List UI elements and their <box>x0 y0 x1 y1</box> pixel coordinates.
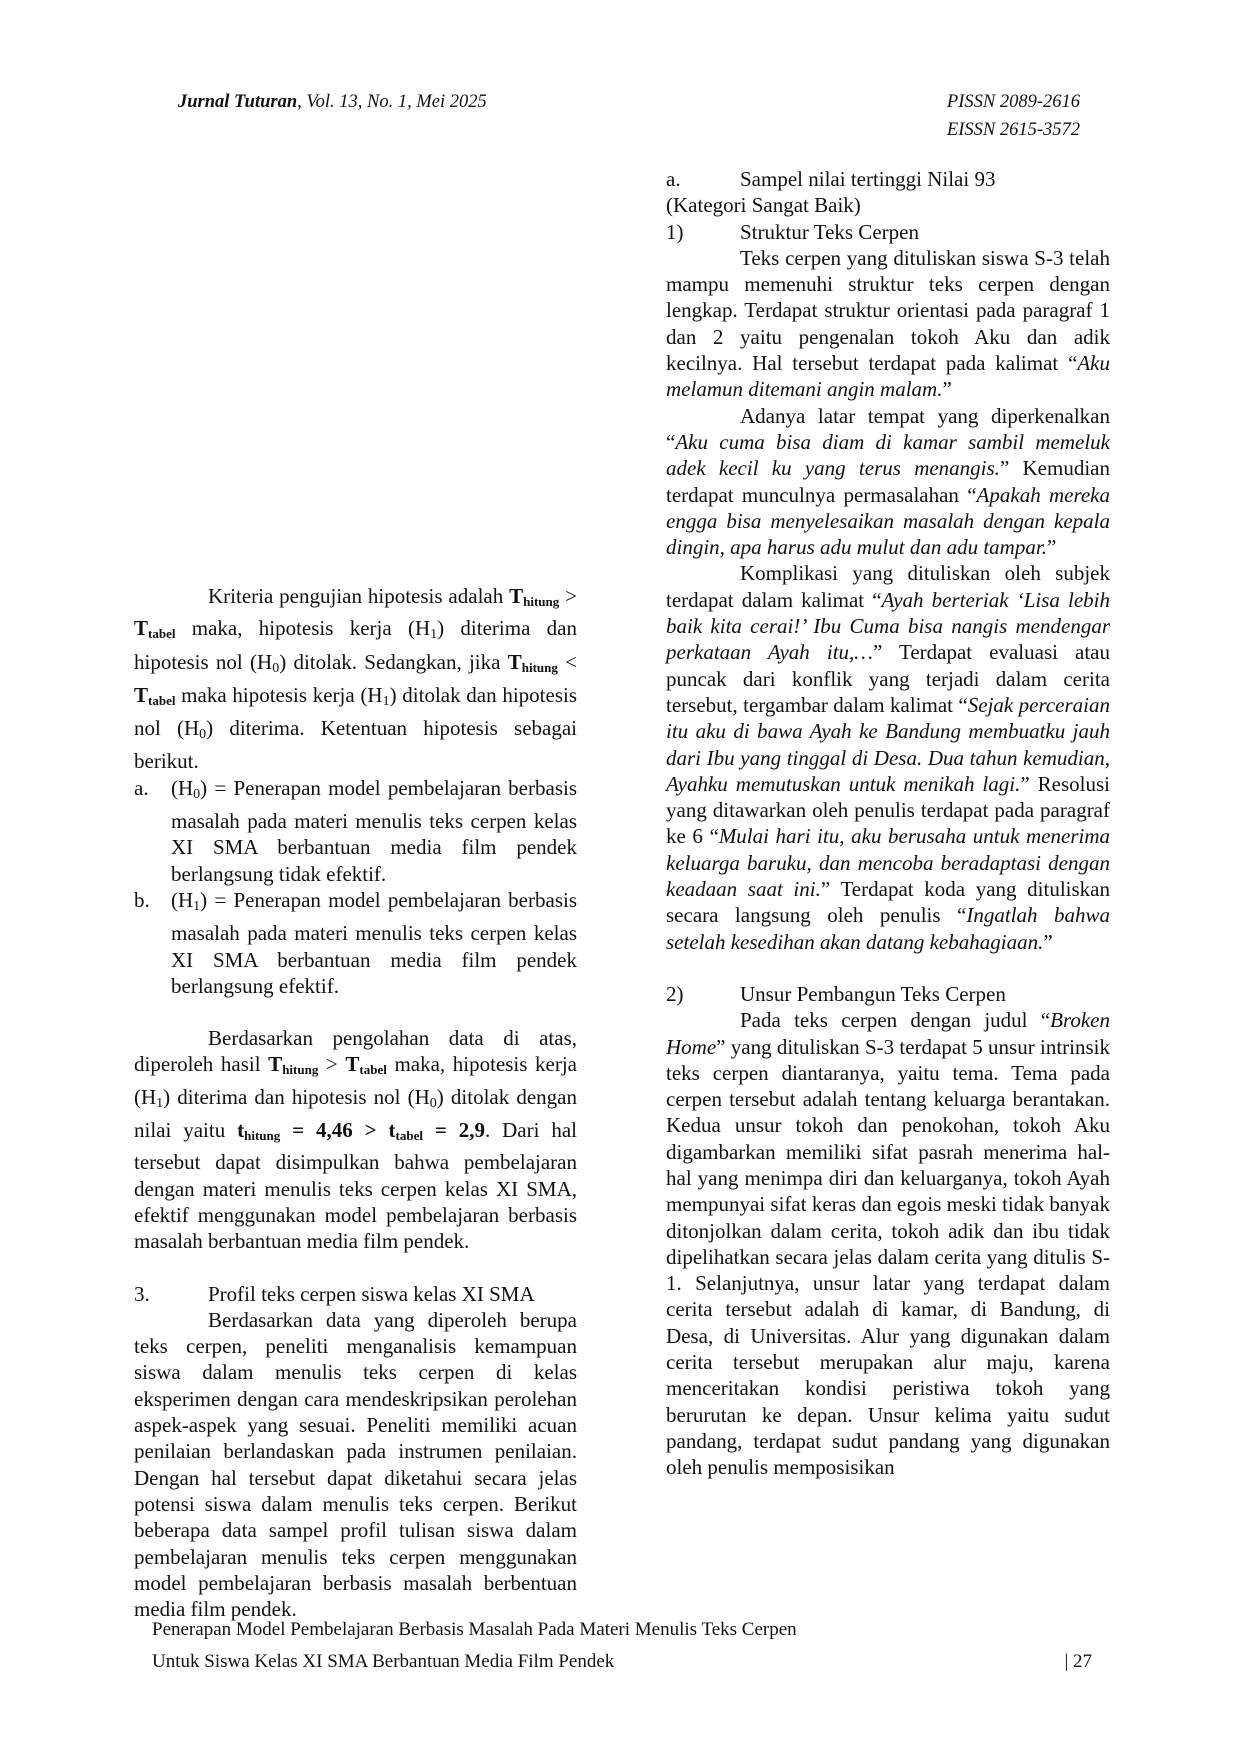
eissn: EISSN 2615-3572 <box>946 120 1080 140</box>
running-header-right <box>947 88 1080 144</box>
journal-issue: , Vol. 13, No. 1, Mei 2025 <box>297 92 487 112</box>
subsection-heading: 2) Unsur Pembangun Teks Cerpen <box>666 981 1006 1006</box>
running-header-left <box>178 88 487 116</box>
elements-paragraph: Pada teks cerpen dengan judul “Broken Home” yang dituliskan S-3 terdapat 5 unsur intrinsik teks cerpen diantaranya, yaitu tema. Tema pada cerpen tersebut adalah tentang keluarga berantakan. Kedua unsur tokoh dan penokohan, tokoh Aku digambarkan memiliki sifat pasrah menerima hal-hal yang menimpa diri dan keluarganya, tokoh Ayah mempunyai sifat keras dan egois meski tidak banyak ditonjolkan dalam cerita, tokoh adik dan ibu tidak dipelihatkan secara jelas dalam cerita yang ditulis S-1. Selanjutnya, unsur latar yang terdapat dalam cerita tersebut adalah di kamar, di Bandung, di Desa, di Universitas. Alur yang digunakan dalam cerita tersebut merupakan alur maju, karena menceritakan kondisi peristiwa tokoh yang berurutan ke depan. Unsur kelima yaitu sudut pandang, terdapat sudut pandang yang digunakan oleh penulis memposisikan <box>666 1008 1110 1480</box>
hypothesis-criteria-paragraph: Kriteria pengujian hipotesis adalah $T_{hitung} > T_{tabel}$ maka, hipotesis kerja (H1) diterima dan hipotesis nol (H0) ditolak. Sedangkan, jika $T_{hitung} < T_{tabel}$ maka hipotesis kerja (H1) ditolak dan hipotesis nol (H0) diterima. Ketentuan hipotesis sebagai berikut. <box>134 584 578 774</box>
complication-paragraph: Komplikasi yang dituliskan oleh subjek terdapat dalam kalimat “Ayah berteriak ‘Lisa lebih baik kita cerai!’ Ibu Cuma bisa nangis mendengar perkataan Ayah itu,…” Terdapat evaluasi atau puncak dari konflik yang terjadi dalam cerita tersebut, tergambar dalam kalimat “Sejak perceraian itu aku di bawa Ayah ke Bandung membuatku jauh dari Ibu yang tinggal di Desa. Dua tahun kemudian, Ayahku memutuskan untuk menikah lagi.” Resolusi yang ditawarkan oleh penulis terdapat pada paragraf ke 6 “Mulai hari itu, aku berusaha untuk menerima keluarga baruku, dan mencoba beradaptasi dengan keadaan saat ini.” Terdapat koda yang dituliskan secara langsung oleh penulis “Ingatlah bahwa setelah kesedihan akan datang kebahagiaan.” <box>666 561 1111 954</box>
setting-paragraph: Adanya latar tempat yang diperkenalkan “Aku cuma bisa diam di kamar sambil memeluk adek kecil ku yang terus menangis.” Kemudian terdapat munculnya permasalahan “Apakah mereka engga bisa menyelesaikan masalah dengan kepala dingin, apa harus adu mulut dan adu tampar.” <box>666 403 1110 560</box>
sample-item-heading: a. Sampel nilai tertinggi Nilai 93 <box>666 167 996 191</box>
footer-title-line-1: Penerapan Model Pembelajaran Berbasis Masalah Pada Materi Menulis Teks Cerpen <box>152 1619 797 1640</box>
section-heading: 3. Profil teks cerpen siswa kelas XI SMA <box>134 1281 535 1306</box>
pissn: PISSN 2089-2616 <box>946 92 1080 112</box>
list-item: a. (H0) = Penerapan model pembelajaran berbasis masalah pada materi menulis teks cerpen kelas XI SMA berbantuan media film pendek berlangsung tidak efektif. <box>134 775 577 886</box>
running-footer <box>152 1614 1092 1678</box>
sample-category: (Kategori Sangat Baik) <box>666 193 861 218</box>
structure-paragraph: Teks cerpen yang dituliskan siswa S-3 telah mampu memenuhi struktur teks cerpen dengan lengkap. Terdapat struktur orientasi pada paragraf 1 dan 2 yaitu pengenalan tokoh Aku dan adik kecilnya. Hal tersebut terdapat pada kalimat “Aku melamun ditemani angin malam.” <box>666 245 1110 402</box>
right-column <box>666 166 1110 1481</box>
result-paragraph: Berdasarkan pengolahan data di atas, diperoleh hasil $T_{hitung} > T_{tabel}$ maka, hipotesis kerja (H1) diterima dan hipotesis nol (H0) ditolak dengan nilai yaitu $t_{hitung} = 4,46 > t_{tabel} = 2,9$. Dari hal tersebut dapat disimpulkan bahwa pembelajaran dengan materi menulis teks cerpen kelas XI SMA, efektif menggunakan model pembelajaran berbasis masalah berbantuan media film pendek. <box>134 1026 578 1254</box>
journal-name: Jurnal Tuturan <box>178 92 298 112</box>
page-number: | 27 <box>1064 1651 1092 1672</box>
section-body: Berdasarkan data yang diperoleh berupa teks cerpen, peneliti menganalisis kemampuan siswa dalam menulis teks cerpen di kelas eksperimen dengan cara mendeskripsikan perolehan aspek-aspek yang sesuai. Peneliti memiliki acuan penilaian berlandaskan pada instrumen penilaian. Dengan hal tersebut dapat diketahui secara jelas potensi siswa dalam menulis teks cerpen. Berikut beberapa data sampel profil tulisan siswa dalam pembelajaran menulis teks cerpen menggunakan model pembelajaran berbasis masalah berbentuan media film pendek. <box>134 1307 577 1622</box>
subsection-heading: 1) Struktur Teks Cerpen <box>666 219 919 244</box>
list-item: b. (H1) = Penerapan model pembelajaran berbasis masalah pada materi menulis teks cerpen kelas XI SMA berbantuan media film pendek berlangsung efektif. <box>134 887 577 998</box>
footer-title-line-2: Untuk Siswa Kelas XI SMA Berbantuan Media Film Pendek <box>152 1651 615 1672</box>
left-column <box>134 583 577 1622</box>
